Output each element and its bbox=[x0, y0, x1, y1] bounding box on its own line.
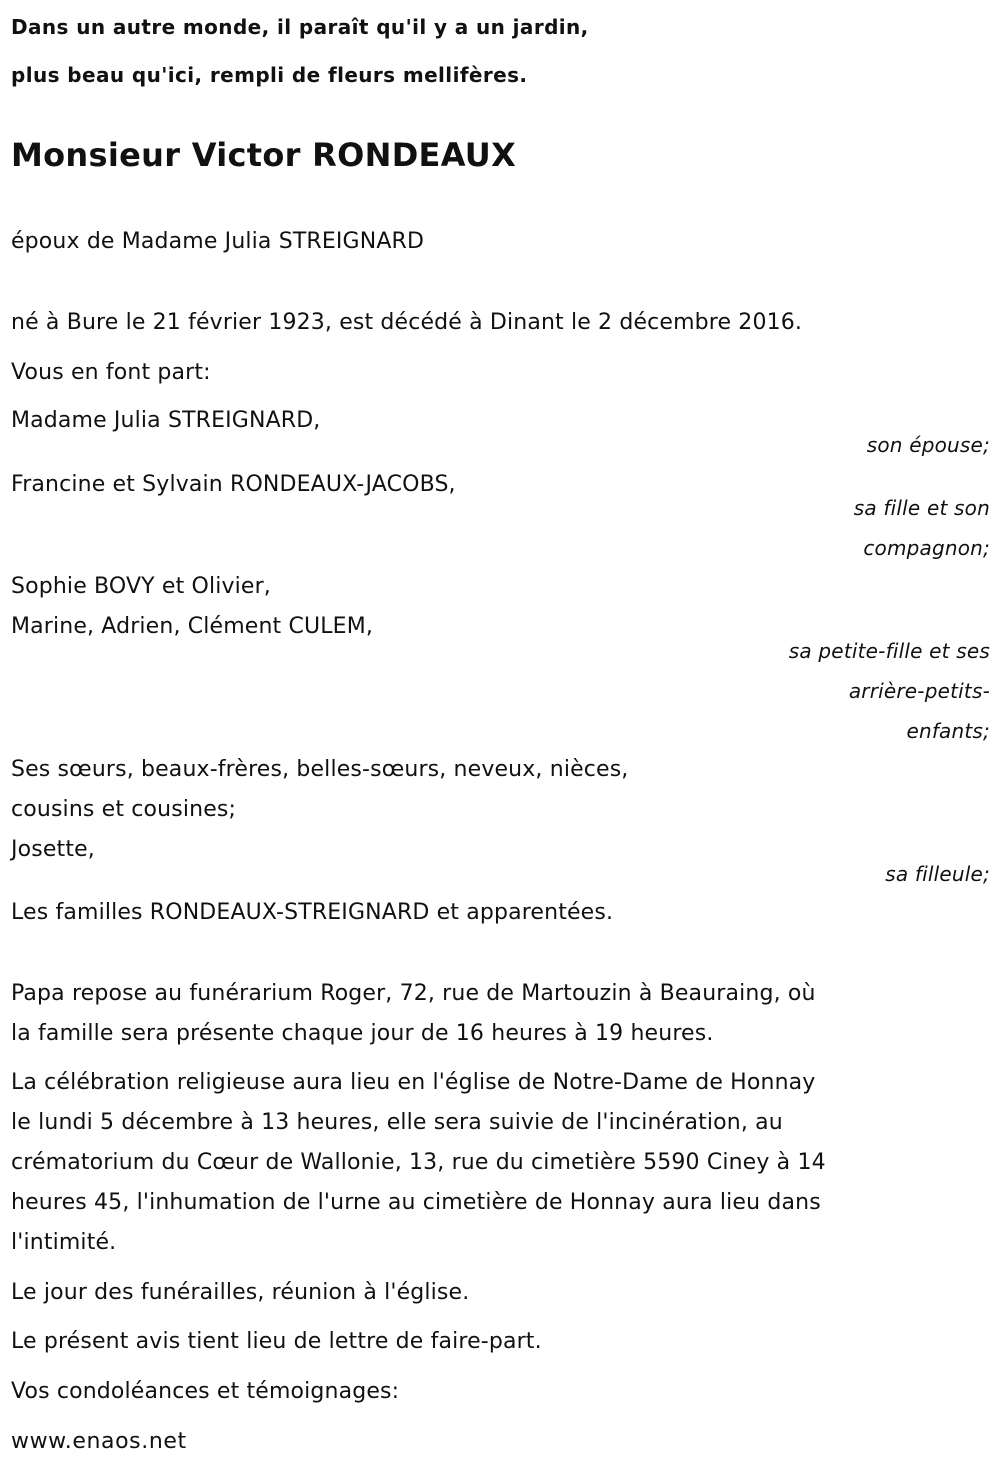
spouse-line: époux de Madame Julia STREIGNARD bbox=[11, 229, 425, 254]
ceremony-line-1: La célébration religieuse aura lieu en l'église de Notre-Dame de Honnay bbox=[11, 1070, 816, 1095]
family-entry-2-name: Francine et Sylvain RONDEAUX-JACOBS, bbox=[11, 472, 456, 497]
family-entry-1-name: Madame Julia STREIGNARD, bbox=[11, 408, 321, 433]
family-entry-1-relation: son épouse; bbox=[866, 433, 990, 457]
birth-death-line: né à Bure le 21 février 1923, est décédé à Dinant le 2 décembre 2016. bbox=[11, 310, 803, 335]
family-entry-6: Les familles RONDEAUX-STREIGNARD et apparentées. bbox=[11, 900, 614, 925]
epigraph-line-1: Dans un autre monde, il paraît qu'il y a un jardin, bbox=[11, 15, 589, 39]
condolences-line: Vos condoléances et témoignages: bbox=[11, 1379, 400, 1404]
reunion-line: Le jour des funérailles, réunion à l'église. bbox=[11, 1280, 470, 1305]
announcement-intro: Vous en font part: bbox=[11, 360, 211, 385]
family-entry-3-name-line-2: Marine, Adrien, Clément CULEM, bbox=[11, 614, 373, 639]
repose-line-2: la famille sera présente chaque jour de 16 heures à 19 heures. bbox=[11, 1021, 714, 1046]
family-entry-4-line-2: cousins et cousines; bbox=[11, 797, 237, 822]
website-link[interactable]: www.enaos.net bbox=[11, 1429, 187, 1454]
family-entry-5-relation: sa filleule; bbox=[885, 862, 990, 886]
family-entry-3-relation-line-2: arrière-petits- bbox=[848, 679, 990, 703]
epigraph-line-2: plus beau qu'ici, rempli de fleurs mellifères. bbox=[11, 63, 528, 87]
ceremony-line-4: heures 45, l'inhumation de l'urne au cimetière de Honnay aura lieu dans bbox=[11, 1190, 821, 1215]
family-entry-2-relation-line-2: compagnon; bbox=[863, 536, 990, 560]
family-entry-2-relation-line-1: sa fille et son bbox=[853, 496, 990, 520]
ceremony-line-3: crématorium du Cœur de Wallonie, 13, rue du cimetière 5590 Ciney à 14 bbox=[11, 1150, 826, 1175]
family-entry-4-line-1: Ses sœurs, beaux-frères, belles-sœurs, neveux, nièces, bbox=[11, 757, 629, 782]
deceased-name: Monsieur Victor RONDEAUX bbox=[11, 136, 517, 174]
repose-line-1: Papa repose au funérarium Roger, 72, rue de Martouzin à Beauraing, où bbox=[11, 981, 816, 1006]
family-entry-3-relation-line-3: enfants; bbox=[906, 719, 990, 743]
family-entry-3-name-line-1: Sophie BOVY et Olivier, bbox=[11, 574, 271, 599]
ceremony-line-2: le lundi 5 décembre à 13 heures, elle sera suivie de l'incinération, au bbox=[11, 1110, 783, 1135]
notice-line: Le présent avis tient lieu de lettre de faire-part. bbox=[11, 1329, 542, 1354]
family-entry-5-name: Josette, bbox=[11, 837, 95, 862]
family-entry-3-relation-line-1: sa petite-fille et ses bbox=[788, 639, 990, 663]
ceremony-line-5: l'intimité. bbox=[11, 1230, 117, 1255]
